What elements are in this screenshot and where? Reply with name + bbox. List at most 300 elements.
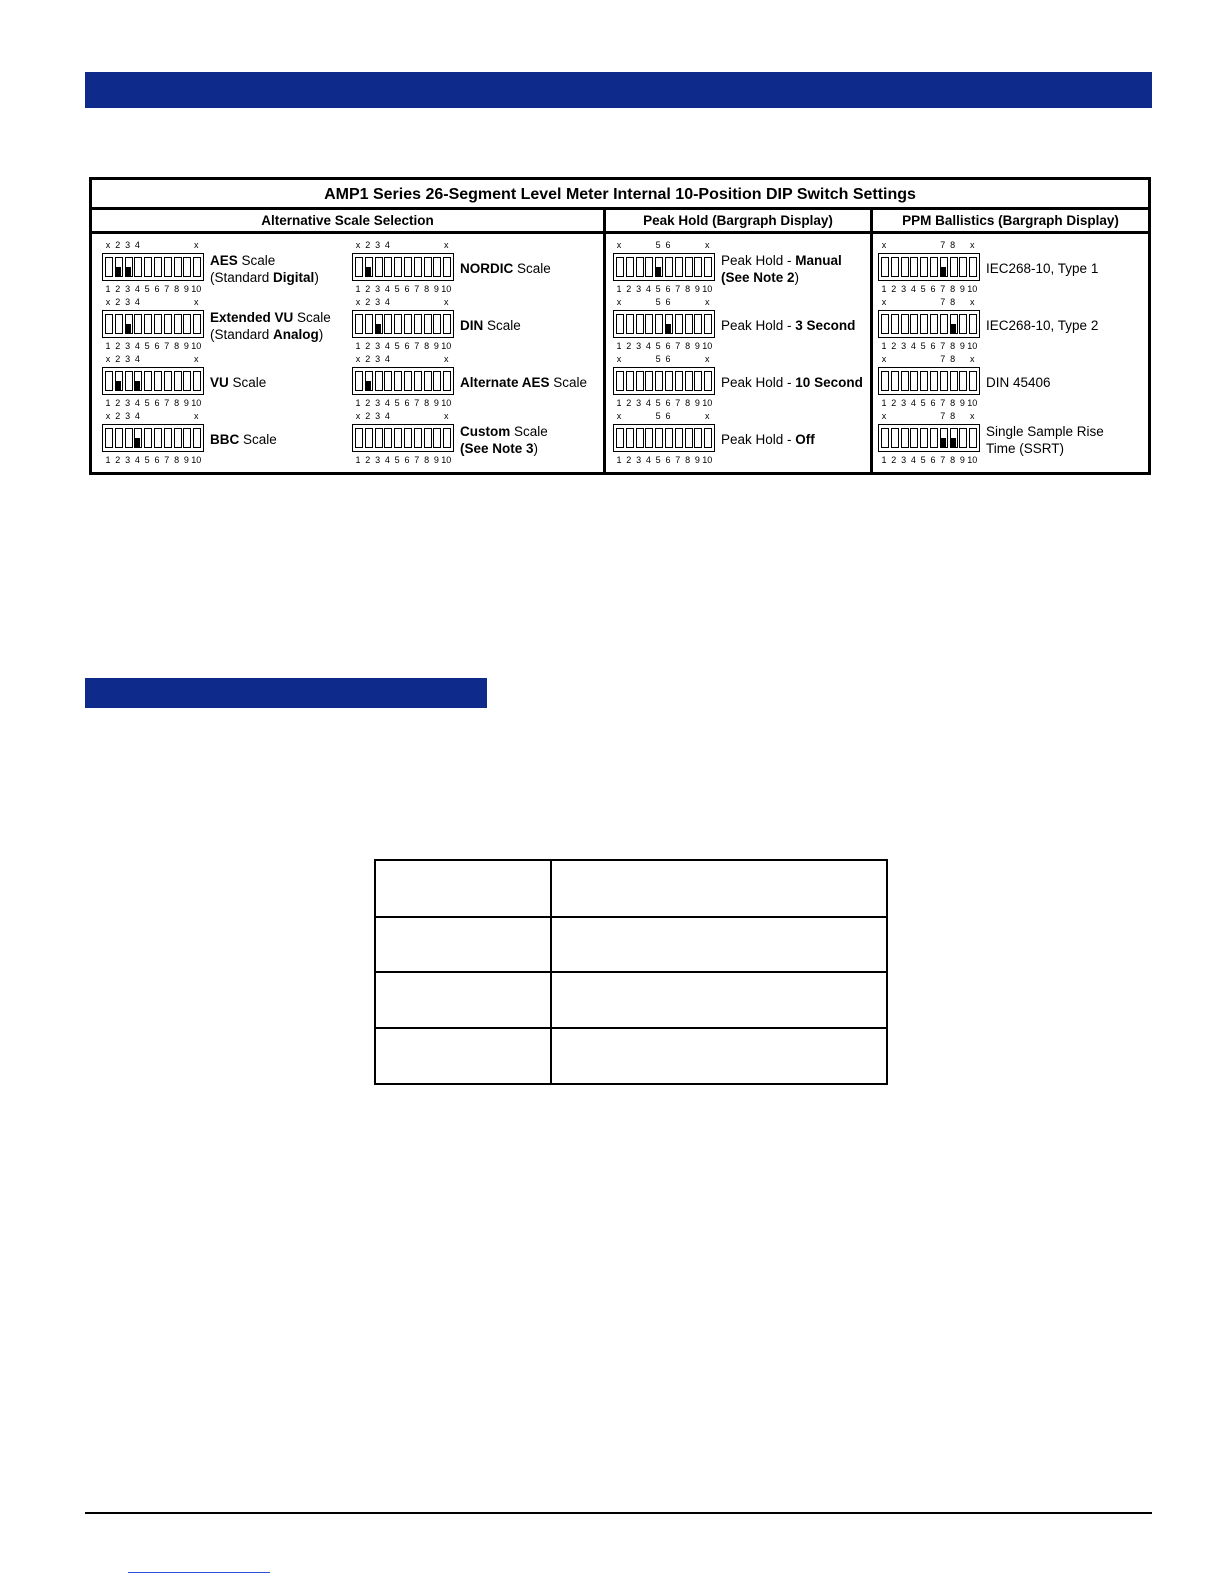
dip-top-label: 4 [384, 411, 390, 421]
dip-switch-toggle-7 [414, 371, 422, 391]
dip-bottom-number: 10 [191, 398, 202, 408]
dip-bottom-number: 6 [665, 341, 671, 351]
dip-bottom-number: 10 [967, 284, 978, 294]
dip-switch-toggle-10 [704, 428, 712, 448]
dip-switch-toggle-8 [685, 314, 693, 334]
dip-switch-toggle-1 [105, 314, 113, 334]
dip-bottom-number: 6 [154, 398, 160, 408]
dip-top-labels [352, 411, 456, 422]
dip-switch-toggle-10 [969, 371, 977, 391]
dip-switch-toggle-8 [424, 257, 432, 277]
dip-switch-toggle-5 [920, 257, 928, 277]
dip-switch-toggle-8 [174, 428, 182, 448]
dip-switch-toggle-6 [930, 257, 938, 277]
dip-switch-knob [376, 324, 381, 333]
dip-bottom-number: 2 [891, 455, 897, 465]
dip-switch-knob [135, 381, 140, 390]
dip-switch-body [352, 367, 454, 395]
dip-bottom-number: 2 [626, 284, 632, 294]
dip-bottom-number: 5 [144, 398, 150, 408]
dip-top-label: x [969, 354, 975, 364]
dip-switch-toggle-6 [665, 428, 673, 448]
dip-switch-toggle-10 [193, 314, 201, 334]
dip-bottom-number: 3 [375, 455, 381, 465]
dip-bottom-number: 8 [174, 455, 180, 465]
dip-switch-knob [116, 381, 121, 390]
dip-top-labels [613, 297, 717, 308]
dip-top-label: x [881, 297, 887, 307]
dip-switch-toggle-10 [704, 371, 712, 391]
dip-bottom-number: 1 [881, 455, 887, 465]
dip-top-label: 2 [115, 354, 121, 364]
dip-bottom-number: 5 [394, 284, 400, 294]
dip-switch-toggle-2 [626, 428, 634, 448]
dip-bottom-number: 2 [115, 398, 121, 408]
dip-switch-toggle-1 [616, 371, 624, 391]
dip-bottom-number: 7 [414, 455, 420, 465]
dip-bottom-number: 2 [365, 398, 371, 408]
dip-top-label: 8 [950, 354, 956, 364]
dip-top-label: 2 [365, 354, 371, 364]
dip-bottom-number: 5 [144, 341, 150, 351]
dip-switch-body [102, 367, 204, 395]
dip-bottom-number: 10 [967, 455, 978, 465]
dip-bottom-number: 6 [154, 341, 160, 351]
dip-switch-peak-off [613, 411, 717, 467]
dip-switch-toggle-1 [355, 428, 363, 448]
dip-bottom-number: 6 [665, 284, 671, 294]
dip-switch-toggle-7 [164, 371, 172, 391]
dip-top-label: 4 [384, 240, 390, 250]
dip-switch-ssrt [878, 411, 982, 467]
dip-switch-bbc [102, 411, 206, 467]
dip-bottom-number: 10 [191, 341, 202, 351]
dip-switch-toggle-3 [375, 371, 383, 391]
dip-bottom-number: 3 [901, 455, 907, 465]
dip-bottom-number: 7 [164, 284, 170, 294]
section-header-bar [85, 72, 1152, 108]
dip-bottom-number: 9 [694, 398, 700, 408]
dip-switch-toggle-6 [404, 371, 412, 391]
dip-top-label: 2 [365, 411, 371, 421]
dip-top-label: x [443, 297, 449, 307]
dip-top-label: 7 [940, 411, 946, 421]
dip-top-label: x [443, 354, 449, 364]
dip-switch-toggle-7 [940, 428, 948, 448]
dip-bottom-number: 2 [115, 341, 121, 351]
dip-switch-din-45406 [878, 354, 982, 410]
dip-bottom-number: 1 [355, 341, 361, 351]
option-label-alternate-aes: Alternate AES Scale [460, 375, 588, 390]
dip-bottom-number: 10 [702, 398, 713, 408]
dip-switch-toggle-5 [394, 428, 402, 448]
dip-switch-toggle-9 [183, 428, 191, 448]
dip-switch-toggle-1 [881, 257, 889, 277]
dip-bottom-number: 10 [967, 341, 978, 351]
dip-switch-toggle-2 [115, 257, 123, 277]
dip-bottom-number: 8 [424, 455, 430, 465]
dip-top-label: 6 [665, 411, 671, 421]
dip-bottom-number: 5 [394, 341, 400, 351]
dip-bottom-number: 7 [940, 341, 946, 351]
dip-bottom-number: 3 [125, 341, 131, 351]
dip-switch-toggle-10 [969, 257, 977, 277]
dip-top-labels [613, 411, 717, 422]
dip-switch-toggle-2 [626, 257, 634, 277]
table-row [376, 918, 886, 973]
dip-bottom-number: 1 [616, 341, 622, 351]
dip-switch-toggle-5 [144, 314, 152, 334]
dip-bottom-number: 5 [655, 455, 661, 465]
dip-bottom-number: 7 [940, 284, 946, 294]
dip-bottom-number: 3 [125, 455, 131, 465]
dip-bottom-number: 6 [154, 284, 160, 294]
option-label-peak-3s: Peak Hold - 3 Second [721, 318, 856, 333]
dip-bottom-number: 2 [365, 284, 371, 294]
dip-bottom-number: 8 [950, 341, 956, 351]
dip-bottom-number: 2 [891, 341, 897, 351]
dip-switch-toggle-8 [174, 257, 182, 277]
dip-bottom-number: 3 [375, 284, 381, 294]
dip-bottom-numbers [613, 284, 717, 295]
dip-switch-body [102, 253, 204, 281]
dip-switch-toggle-5 [655, 371, 663, 391]
dip-bottom-number: 5 [655, 341, 661, 351]
dip-switch-toggle-3 [125, 257, 133, 277]
option-label-iec-type1: IEC268-10, Type 1 [986, 261, 1099, 276]
dip-switch-toggle-8 [174, 314, 182, 334]
dip-bottom-number: 8 [950, 284, 956, 294]
dip-switch-toggle-3 [636, 257, 644, 277]
table-title: AMP1 Series 26-Segment Level Meter Internal 10-Position DIP Switch Settings [92, 180, 1148, 210]
dip-top-label: x [355, 411, 361, 421]
dip-switch-toggle-8 [424, 371, 432, 391]
dip-bottom-number: 6 [404, 341, 410, 351]
dip-switch-body [613, 367, 715, 395]
dip-top-label: x [616, 354, 622, 364]
dip-switch-toggle-5 [394, 314, 402, 334]
dip-switch-toggle-9 [959, 314, 967, 334]
dip-switch-toggle-7 [414, 257, 422, 277]
dip-top-labels [102, 354, 206, 365]
option-label-din: DIN Scale [460, 318, 521, 333]
dip-top-labels [878, 297, 982, 308]
dip-bottom-number: 5 [144, 284, 150, 294]
dip-switch-knob [126, 267, 131, 276]
dip-switch-knob [135, 438, 140, 447]
dip-top-label: x [193, 411, 199, 421]
dip-bottom-numbers [352, 284, 456, 295]
dip-bottom-number: 7 [675, 398, 681, 408]
dip-top-labels [878, 411, 982, 422]
dip-switch-toggle-5 [920, 314, 928, 334]
dip-top-label: 5 [655, 411, 661, 421]
dip-bottom-number: 1 [616, 284, 622, 294]
dip-switch-custom [352, 411, 456, 467]
dip-switch-toggle-6 [154, 257, 162, 277]
dip-bottom-number: 2 [626, 341, 632, 351]
dip-bottom-number: 1 [616, 455, 622, 465]
dip-bottom-number: 10 [441, 284, 452, 294]
dip-bottom-numbers [613, 455, 717, 466]
dip-bottom-number: 7 [414, 284, 420, 294]
dip-bottom-number: 5 [144, 455, 150, 465]
dip-bottom-number: 4 [134, 284, 140, 294]
dip-bottom-number: 2 [115, 455, 121, 465]
dip-switch-toggle-3 [375, 428, 383, 448]
dip-switch-toggle-5 [655, 428, 663, 448]
dip-switch-toggle-5 [144, 428, 152, 448]
dip-switch-toggle-4 [645, 257, 653, 277]
dip-bottom-numbers [878, 284, 982, 295]
dip-bottom-number: 9 [959, 341, 965, 351]
dip-bottom-number: 3 [125, 284, 131, 294]
dip-bottom-number: 9 [183, 341, 189, 351]
dip-switch-toggle-10 [193, 428, 201, 448]
dip-switch-body [352, 424, 454, 452]
dip-switch-toggle-5 [920, 428, 928, 448]
dip-switch-toggle-4 [910, 428, 918, 448]
dip-bottom-number: 9 [959, 455, 965, 465]
dip-top-label: x [443, 240, 449, 250]
table-row [376, 861, 886, 918]
dip-switch-knob [941, 438, 946, 447]
dip-switch-toggle-6 [154, 371, 162, 391]
dip-switch-toggle-3 [125, 428, 133, 448]
dip-bottom-number: 4 [134, 455, 140, 465]
dip-switch-toggle-5 [394, 257, 402, 277]
dip-switch-toggle-8 [950, 257, 958, 277]
dip-switch-toggle-4 [384, 428, 392, 448]
dip-bottom-number: 9 [694, 455, 700, 465]
footer-link-underline [128, 1572, 270, 1573]
dip-top-label: 3 [125, 411, 131, 421]
dip-top-label: 8 [950, 240, 956, 250]
dip-top-label: x [616, 411, 622, 421]
dip-bottom-number: 9 [433, 341, 439, 351]
dip-switch-toggle-4 [645, 371, 653, 391]
dip-switch-body [878, 424, 980, 452]
column-divider [603, 210, 606, 472]
dip-switch-toggle-2 [115, 428, 123, 448]
dip-switch-body [352, 253, 454, 281]
dip-switch-iec-type1 [878, 240, 982, 296]
dip-switch-toggle-9 [959, 257, 967, 277]
dip-top-label: x [881, 354, 887, 364]
option-label-ssrt: Single Sample Rise Time (SSRT) [986, 424, 1104, 456]
dip-switch-toggle-8 [424, 314, 432, 334]
dip-bottom-number: 10 [702, 284, 713, 294]
dip-bottom-number: 6 [404, 455, 410, 465]
dip-bottom-number: 8 [685, 284, 691, 294]
dip-top-label: x [704, 297, 710, 307]
dip-switch-toggle-8 [685, 257, 693, 277]
dip-bottom-number: 4 [910, 341, 916, 351]
dip-bottom-number: 9 [694, 341, 700, 351]
dip-switch-toggle-8 [685, 428, 693, 448]
dip-switch-toggle-1 [355, 257, 363, 277]
table-row [376, 973, 886, 1029]
dip-top-label: 6 [665, 297, 671, 307]
dip-switch-toggle-7 [940, 257, 948, 277]
dip-bottom-number: 4 [384, 341, 390, 351]
dip-bottom-number: 1 [355, 455, 361, 465]
dip-switch-toggle-1 [355, 314, 363, 334]
dip-bottom-number: 9 [694, 284, 700, 294]
table-divider [550, 861, 552, 1083]
dip-top-label: x [704, 354, 710, 364]
dip-switch-toggle-9 [433, 371, 441, 391]
dip-switch-toggle-1 [881, 314, 889, 334]
dip-switch-toggle-10 [704, 257, 712, 277]
dip-bottom-number: 6 [930, 341, 936, 351]
dip-switch-body [878, 367, 980, 395]
dip-switch-peak-10s [613, 354, 717, 410]
option-label-bbc: BBC Scale [210, 432, 277, 447]
dip-bottom-number: 2 [365, 341, 371, 351]
dip-bottom-number: 10 [441, 341, 452, 351]
dip-bottom-number: 5 [920, 398, 926, 408]
dip-bottom-number: 2 [626, 398, 632, 408]
dip-switch-toggle-5 [655, 257, 663, 277]
dip-bottom-number: 9 [183, 455, 189, 465]
dip-switch-toggle-3 [901, 371, 909, 391]
dip-switch-knob [126, 324, 131, 333]
dip-top-labels [102, 240, 206, 251]
dip-bottom-number: 6 [665, 455, 671, 465]
dip-top-label: x [193, 354, 199, 364]
dip-bottom-number: 9 [959, 398, 965, 408]
dip-switch-toggle-7 [675, 257, 683, 277]
dip-switch-toggle-6 [404, 257, 412, 277]
dip-switch-toggle-7 [675, 428, 683, 448]
dip-top-labels [613, 240, 717, 251]
dip-switch-body [878, 253, 980, 281]
dip-bottom-number: 3 [636, 455, 642, 465]
dip-switch-toggle-2 [626, 371, 634, 391]
dip-switch-toggle-1 [616, 314, 624, 334]
dip-switch-toggle-7 [675, 371, 683, 391]
dip-top-labels [878, 240, 982, 251]
dip-switch-toggle-2 [365, 371, 373, 391]
dip-top-labels [613, 354, 717, 365]
dip-switch-toggle-8 [174, 371, 182, 391]
dip-top-label: 2 [365, 297, 371, 307]
dip-switch-toggle-5 [394, 371, 402, 391]
dip-bottom-numbers [352, 398, 456, 409]
dip-bottom-number: 7 [675, 455, 681, 465]
dip-switch-toggle-10 [443, 371, 451, 391]
dip-top-label: x [881, 411, 887, 421]
dip-top-label: 6 [665, 354, 671, 364]
dip-switch-aes [102, 240, 206, 296]
dip-switch-settings-table [89, 177, 1151, 475]
dip-switch-toggle-2 [891, 314, 899, 334]
dip-switch-toggle-10 [969, 314, 977, 334]
dip-switch-vu [102, 354, 206, 410]
dip-switch-toggle-1 [881, 428, 889, 448]
dip-bottom-number: 1 [881, 284, 887, 294]
option-label-vu: VU Scale [210, 375, 267, 390]
dip-bottom-number: 6 [930, 455, 936, 465]
dip-bottom-number: 1 [881, 398, 887, 408]
dip-switch-toggle-6 [930, 371, 938, 391]
dip-bottom-number: 10 [702, 455, 713, 465]
dip-switch-toggle-6 [154, 428, 162, 448]
dip-bottom-number: 5 [394, 398, 400, 408]
dip-bottom-number: 4 [645, 341, 651, 351]
footer-rule [85, 1512, 1152, 1514]
dip-top-label: 4 [134, 240, 140, 250]
column-header-peak-hold: Peak Hold (Bargraph Display) [606, 210, 870, 234]
blank-table [374, 859, 888, 1085]
dip-bottom-number: 6 [665, 398, 671, 408]
dip-bottom-number: 1 [105, 398, 111, 408]
dip-top-label: 7 [940, 240, 946, 250]
dip-top-label: x [443, 411, 449, 421]
dip-bottom-number: 6 [930, 398, 936, 408]
option-label-din-45406: DIN 45406 [986, 375, 1051, 390]
dip-top-labels [352, 240, 456, 251]
dip-switch-toggle-1 [616, 257, 624, 277]
dip-bottom-number: 10 [702, 341, 713, 351]
dip-bottom-number: 5 [920, 284, 926, 294]
dip-bottom-number: 8 [174, 284, 180, 294]
dip-bottom-numbers [878, 398, 982, 409]
dip-top-label: 3 [125, 354, 131, 364]
dip-bottom-number: 10 [191, 455, 202, 465]
dip-bottom-number: 8 [424, 341, 430, 351]
dip-switch-toggle-3 [375, 314, 383, 334]
dip-bottom-number: 3 [636, 341, 642, 351]
dip-switch-toggle-1 [105, 257, 113, 277]
dip-bottom-number: 4 [384, 455, 390, 465]
dip-bottom-number: 1 [105, 341, 111, 351]
dip-top-label: x [355, 240, 361, 250]
dip-switch-toggle-1 [881, 371, 889, 391]
dip-bottom-number: 4 [384, 398, 390, 408]
dip-top-label: 4 [134, 354, 140, 364]
dip-switch-toggle-6 [930, 428, 938, 448]
dip-switch-toggle-8 [950, 314, 958, 334]
dip-switch-body [102, 310, 204, 338]
dip-switch-toggle-2 [891, 257, 899, 277]
dip-top-label: 6 [665, 240, 671, 250]
dip-top-label: 4 [384, 297, 390, 307]
dip-switch-toggle-10 [193, 371, 201, 391]
dip-switch-toggle-7 [940, 314, 948, 334]
dip-top-label: 5 [655, 240, 661, 250]
dip-switch-toggle-2 [115, 371, 123, 391]
dip-top-label: 7 [940, 354, 946, 364]
dip-bottom-number: 3 [375, 341, 381, 351]
dip-top-label: 5 [655, 297, 661, 307]
dip-top-label: x [704, 411, 710, 421]
table-row [376, 1029, 886, 1083]
dip-bottom-numbers [613, 341, 717, 352]
dip-bottom-number: 7 [675, 284, 681, 294]
dip-switch-toggle-3 [636, 428, 644, 448]
dip-bottom-number: 4 [910, 284, 916, 294]
dip-top-label: 4 [384, 354, 390, 364]
dip-switch-toggle-3 [636, 371, 644, 391]
dip-switch-toggle-7 [164, 257, 172, 277]
dip-bottom-number: 2 [626, 455, 632, 465]
dip-bottom-number: 10 [441, 398, 452, 408]
dip-top-label: 3 [375, 240, 381, 250]
column-divider [870, 210, 873, 472]
dip-bottom-number: 3 [901, 398, 907, 408]
